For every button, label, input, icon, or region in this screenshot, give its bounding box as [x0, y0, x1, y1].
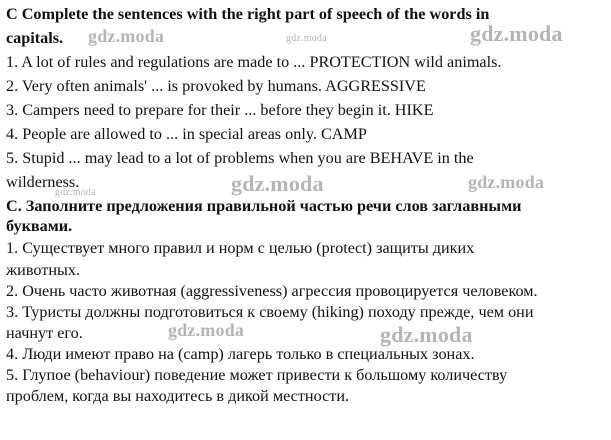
watermark: gdz.moda — [286, 33, 327, 44]
russian-sentence-3-line1: 3. Туристы должны подготовиться к своему (hiking) походу прежде, чем они — [6, 303, 534, 321]
russian-sentence-2: 2. Очень часто животная (aggressiveness) агрессия провоцируется человеком. — [6, 282, 538, 300]
russian-heading-line2: буквами. — [6, 217, 73, 235]
watermark: gdz.moda — [468, 172, 545, 192]
watermark: gdz.moda — [231, 171, 324, 196]
watermark: gdz.moda — [470, 21, 563, 46]
russian-heading-line1: С. Заполните предложения правильной частью речи слов заглавными — [6, 197, 522, 215]
russian-sentence-1-line2: животных. — [6, 261, 81, 279]
english-heading-line1: C Complete the sentences with the right part of speech of the words in — [6, 5, 490, 23]
russian-sentence-5-line1: 5. Глупое (behaviour) поведение может привести к большому количеству — [6, 366, 508, 384]
russian-sentence-4: 4. Люди имеют право на (camp) лагерь только в специальных зонах. — [6, 345, 475, 363]
watermark: gdz.moda — [168, 320, 245, 340]
english-sentence-2: 2. Very often animals' ... is provoked by humans. AGGRESSIVE — [6, 77, 426, 95]
russian-sentence-3-line2: начнут его. — [6, 324, 83, 342]
watermark: gdz.moda — [380, 322, 473, 347]
russian-sentence-1-line1: 1. Существует много правил и норм с целью (protect) защиты диких — [6, 239, 475, 257]
english-sentence-1: 1. A lot of rules and regulations are made to ... PROTECTION wild animals. — [6, 53, 502, 71]
english-sentence-3: 3. Campers need to prepare for their ... before they begin it. HIKE — [6, 101, 434, 119]
russian-sentence-5-line2: проблем, когда вы находитесь в дикой местности. — [6, 387, 350, 405]
watermark: gdz.moda — [55, 187, 96, 198]
english-sentence-4: 4. People are allowed to ... in special areas only. CAMP — [6, 125, 367, 143]
english-heading-line2: capitals. — [6, 29, 64, 47]
watermark: gdz.moda — [88, 26, 165, 46]
english-sentence-5-line2: wilderness. — [6, 173, 80, 191]
english-sentence-5-line1: 5. Stupid ... may lead to a lot of problems when you are BEHAVE in the — [6, 149, 474, 167]
